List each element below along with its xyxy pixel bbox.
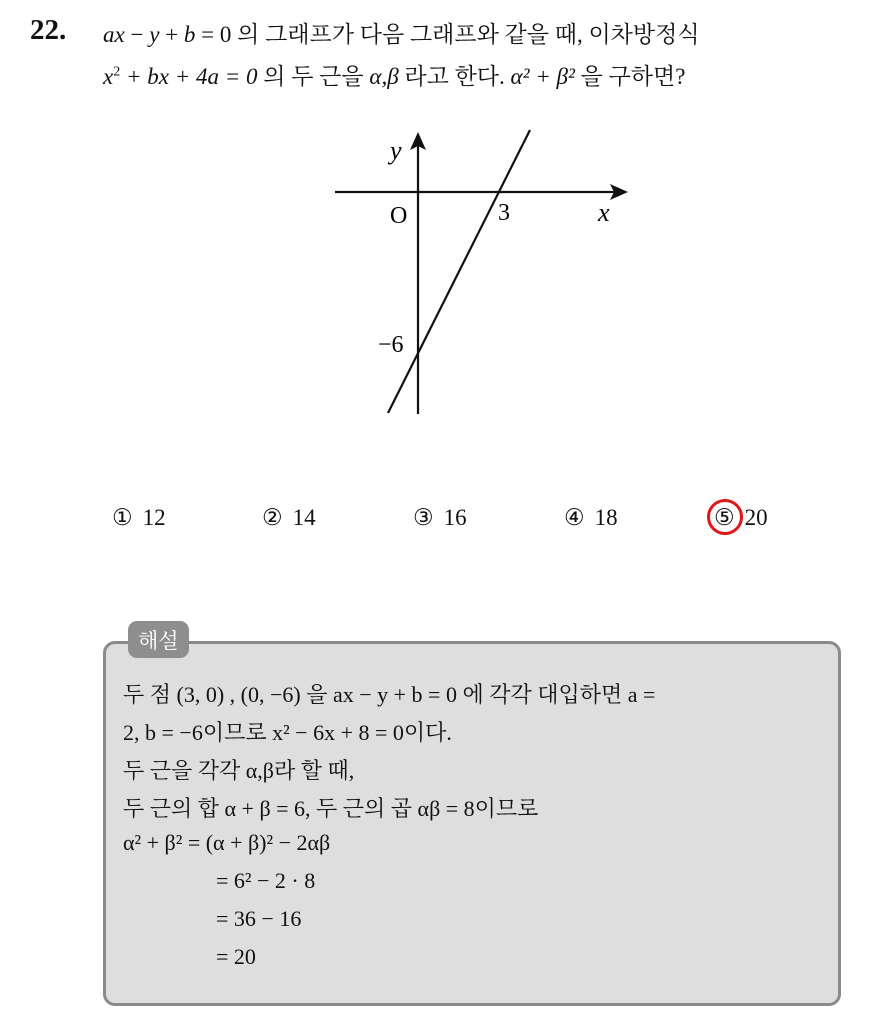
quad-rest: + bx + 4a = 0	[120, 64, 258, 89]
eq-b: b	[183, 22, 196, 47]
choice-mark: ④	[564, 505, 585, 530]
explanation-line-8: = 20	[216, 944, 256, 969]
question-text-2b: 라고 한다.	[398, 64, 511, 89]
question-line-2	[103, 58, 685, 91]
choice-value: 20	[744, 505, 768, 530]
answer-choices	[0, 505, 884, 541]
choice-value: 16	[443, 505, 467, 530]
quad-x: x	[103, 64, 114, 89]
eq-op1: −	[124, 22, 150, 47]
explanation-line-1: 두 점 (3, 0) , (0, −6) 을 ax − y + b = 0 에 각각 대입하면 a =	[123, 682, 656, 707]
choice-1[interactable]	[112, 505, 166, 531]
choice-3[interactable]	[413, 505, 467, 531]
choice-mark: ②	[262, 505, 283, 530]
question-text-2c: 을 구하면?	[574, 64, 686, 89]
choice-value: 18	[594, 505, 618, 530]
question-text-2a: 의 두 근을	[257, 64, 370, 89]
graph-line	[388, 130, 530, 413]
question-text-1: 의 그래프가 다음 그래프와 같을 때, 이차방정식	[231, 22, 700, 47]
line-graph	[320, 120, 640, 430]
choice-mark: ①	[112, 505, 133, 530]
x-axis-label: x	[598, 198, 610, 227]
question-number: 22.	[30, 14, 67, 46]
choice-mark: ⑤	[714, 505, 735, 530]
eq-tail: = 0	[195, 22, 232, 47]
selected-answer-circle	[707, 499, 743, 535]
explanation-line-2: 2, b = −6이므로 x² − 6x + 8 = 0이다.	[123, 720, 452, 745]
choice-4[interactable]	[564, 505, 618, 531]
choice-mark: ③	[413, 505, 434, 530]
origin-label: O	[390, 203, 408, 229]
eq-op2: +	[159, 22, 184, 47]
eq-y: y	[149, 22, 160, 47]
explanation-line-3: 두 근을 각각 α,β라 할 때,	[123, 758, 355, 783]
quad-sup: 2	[113, 64, 121, 80]
choice-2[interactable]	[262, 505, 316, 531]
x-intercept-label: 3	[498, 200, 510, 226]
choice-value: 14	[292, 505, 316, 530]
explanation-line-5: α² + β² = (α + β)² − 2αβ	[123, 830, 331, 855]
eq-ax: ax	[103, 22, 125, 47]
y-intercept-label: −6	[378, 332, 404, 358]
question-line-1	[103, 16, 700, 49]
target-expression: α² + β²	[510, 64, 575, 89]
explanation-line-7: = 36 − 16	[216, 906, 302, 931]
explanation-tag: 해설	[128, 621, 189, 658]
y-axis-label: y	[390, 136, 402, 165]
roots: α,β	[369, 64, 399, 89]
choice-value: 12	[142, 505, 166, 530]
explanation-line-6: = 6² − 2 · 8	[216, 868, 316, 893]
explanation-line-4: 두 근의 합 α + β = 6, 두 근의 곱 αβ = 8이므로	[123, 796, 539, 821]
